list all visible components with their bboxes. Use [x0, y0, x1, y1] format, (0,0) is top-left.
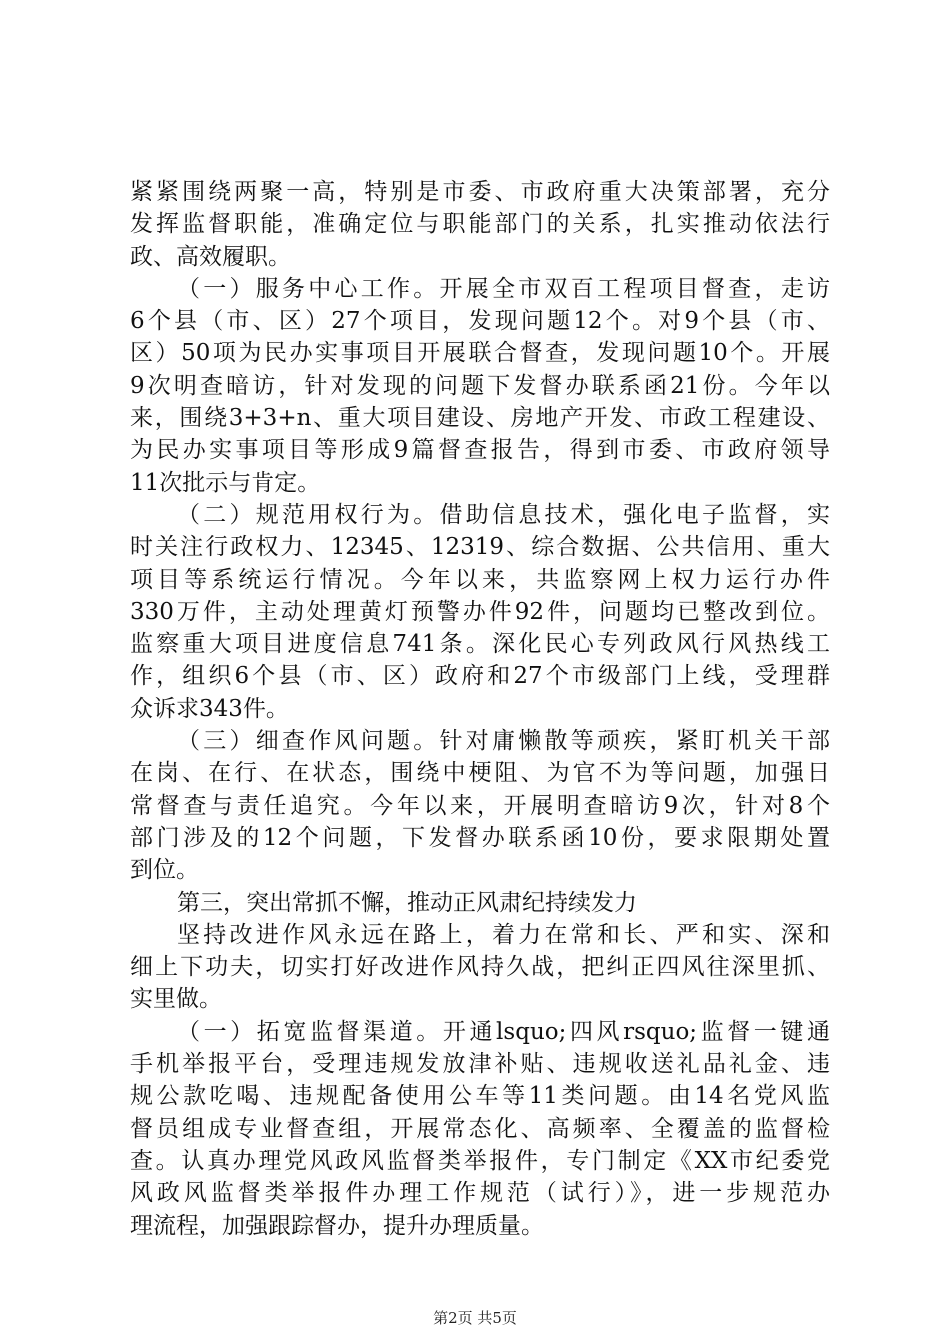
- text-line: 在岗、在行、在状态，围绕中梗阻、为官不为等问题，加强日: [130, 760, 830, 787]
- text-line: 手机举报平台，受理违规发放津补贴、违规收送礼品礼金、违: [130, 1051, 830, 1078]
- text-line: （一）拓宽监督渠道。开通lsquo;四风rsquo;监督一键通: [177, 1018, 830, 1045]
- text-line: （二）规范用权行为。借助信息技术，强化电子监督，实: [177, 501, 830, 528]
- text-line: 作，组织6个县（市、区）政府和27个市级部门上线，受理群: [130, 663, 830, 690]
- text-line: 查。认真办理党风政风监督类举报件，专门制定《XX市纪委党: [130, 1147, 830, 1174]
- text-line: 督员组成专业督查组，开展常态化、高频率、全覆盖的监督检: [130, 1115, 830, 1142]
- text-line: 第三，突出常抓不懈，推动正风肃纪持续发力: [177, 889, 637, 916]
- text-line: 紧紧围绕两聚一高，特别是市委、市政府重大决策部署，充分: [130, 179, 830, 205]
- text-line: （一）服务中心工作。开展全市双百工程项目督查，走访: [177, 275, 830, 302]
- text-line: 来，围绕3+3+n、重大项目建设、房地产开发、市政工程建设、: [130, 405, 830, 432]
- page-footer: 第2页 共5页: [433, 1309, 517, 1327]
- text-line: 6个县（市、区）27个项目，发现问题12个。对9个县（市、: [130, 308, 830, 335]
- text-line: 部门涉及的12个问题，下发督办联系函10份，要求限期处置: [130, 824, 830, 851]
- text-line: 时关注行政权力、12345、12319、综合数据、公共信用、重大: [130, 534, 830, 561]
- text-line: 坚持改进作风永远在路上，着力在常和长、严和实、深和: [177, 921, 830, 948]
- text-line: 监察重大项目进度信息741条。深化民心专列政风行风热线工: [130, 631, 830, 658]
- text-line: 政、高效履职。: [130, 243, 291, 270]
- text-line: 规公款吃喝、违规配备使用公车等11类问题。由14名党风监: [130, 1083, 830, 1110]
- text-line: 到位。: [130, 857, 199, 884]
- text-line: （三）细查作风问题。针对庸懒散等顽疾，紧盯机关干部: [177, 728, 830, 755]
- text-line: 9次明查暗访，针对发现的问题下发督办联系函21份。今年以: [130, 372, 830, 399]
- text-line: 区）50项为民办实事项目开展联合督查，发现问题10个。开展: [130, 340, 830, 367]
- text-line: 330万件，主动处理黄灯预警办件92件，问题均已整改到位。: [130, 598, 830, 625]
- text-line: 为民办实事项目等形成9篇督查报告，得到市委、市政府领导: [130, 437, 830, 464]
- text-line: 风政风监督类举报件办理工作规范（试行）》，进一步规范办: [130, 1180, 830, 1207]
- text-line: 11次批示与肯定。: [130, 469, 321, 496]
- text-line: 众诉求343件。: [130, 695, 289, 722]
- text-line: 理流程，加强跟踪督办，提升办理质量。: [130, 1212, 544, 1239]
- text-line: 常督查与责任追究。今年以来，开展明查暗访9次，针对8个: [130, 792, 830, 819]
- document-body: [130, 176, 830, 1242]
- text-line: 项目等系统运行情况。今年以来，共监察网上权力运行办件: [130, 566, 830, 593]
- text-line: 细上下功夫，切实打好改进作风持久战，把纠正四风往深里抓、: [130, 954, 830, 981]
- text-line: 发挥监督职能，准确定位与职能部门的关系，扎实推动依法行: [130, 211, 830, 238]
- text-line: 实里做。: [130, 986, 222, 1013]
